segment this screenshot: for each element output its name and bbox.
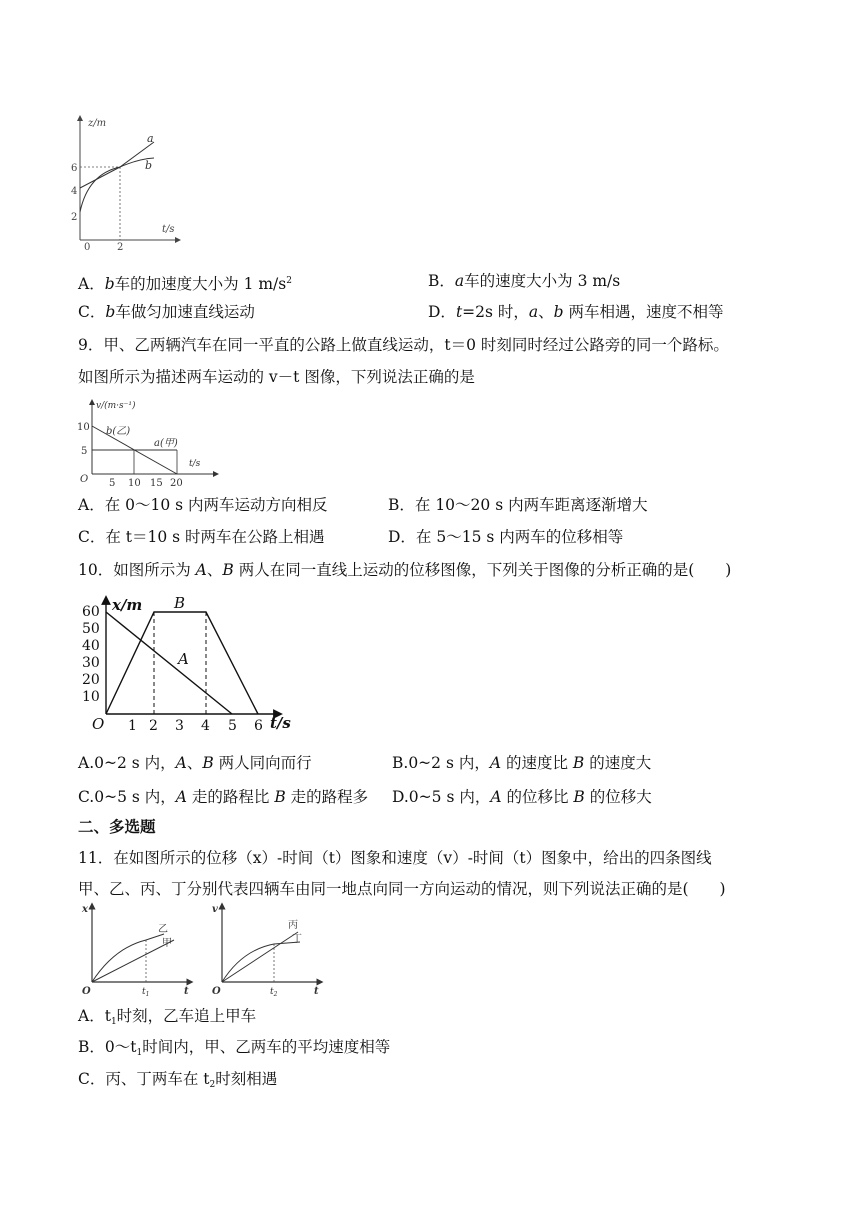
- q9-x-tick-5: 5: [109, 478, 116, 488]
- q11a-tick: $t_1$: [142, 987, 150, 998]
- q8-origin: 0: [84, 242, 91, 253]
- q9-y-label: v/(m·s⁻¹): [96, 401, 136, 411]
- q9-label-b: b(乙): [106, 426, 131, 437]
- q11b-origin: O: [212, 986, 221, 997]
- q11b-tick: $t_2$: [270, 987, 278, 998]
- q11b-curve-bing: [222, 942, 300, 982]
- q9-option-a: A．在 0～10 s 内两车运动方向相反: [78, 496, 328, 514]
- q9-x-label: t/s: [189, 459, 201, 469]
- q9-label-a: a(甲): [154, 438, 178, 449]
- q11a-curve-yi: [92, 934, 164, 982]
- q10-y-tick-30: 30: [82, 655, 100, 671]
- q10-x-tick-1: 1: [128, 718, 137, 734]
- q11a-y-label: x: [82, 904, 88, 915]
- q10-y-tick-60: 60: [82, 604, 100, 620]
- q11-option-b: B．$0\sim t_1$时间内，甲、乙两车的平均速度相等: [78, 1038, 391, 1058]
- q10-x-tick-6: 6: [254, 718, 263, 734]
- q10-origin: O: [92, 715, 105, 733]
- q10-x-tick-2: 2: [149, 718, 158, 734]
- q10-option-c: C.0~5 s 内，A 走的路程比 B 走的路程多: [78, 788, 369, 806]
- q9-y-tick-10: 10: [77, 422, 90, 433]
- q10-x-tick-4: 4: [201, 718, 210, 734]
- q11a-origin: O: [82, 986, 91, 997]
- q11a-label-yi: 乙: [158, 924, 168, 935]
- q10-y-label: x/m: [112, 596, 143, 614]
- q9-vt-graph: [76, 396, 226, 488]
- q9-y-tick-5: 5: [81, 446, 88, 457]
- q9-origin: O: [80, 474, 89, 485]
- q8-option-d: D．t=2s 时，a、b 两车相遇，速度不相等: [428, 303, 724, 321]
- q8-y-tick-2: 2: [71, 212, 78, 223]
- q11b-y-label: v: [212, 904, 218, 915]
- q11a-label-jia: 甲: [162, 938, 172, 949]
- q8-y-tick-4: 4: [71, 186, 78, 197]
- q11a-x-label: t: [184, 986, 189, 997]
- q10-label-A: A: [178, 650, 189, 668]
- q8-option-b: B．a车的速度大小为 3 m/s: [428, 272, 621, 290]
- q9-x-tick-20: 20: [170, 478, 183, 488]
- q11-vt-graph: [208, 902, 324, 998]
- q11-stem-line2: 甲、乙、丙、丁分别代表四辆车由同一地点向同一方向运动的情况，则下列说法正确的是( ): [78, 880, 726, 898]
- q10-x-tick-5: 5: [228, 718, 237, 734]
- q11b-line-ding: [222, 932, 298, 982]
- q10-xt-graph: [78, 592, 308, 736]
- q11b-x-label: t: [314, 986, 319, 997]
- q8-x-label: t/s: [162, 224, 175, 235]
- q8-curve-a: [80, 142, 154, 212]
- q10-option-d: D.0~5 s 内，A 的位移比 B 的位移大: [392, 788, 652, 806]
- q10-label-B: B: [174, 594, 186, 612]
- q9-x-tick-15: 15: [150, 478, 163, 488]
- q10-y-tick-20: 20: [82, 672, 100, 688]
- q9-option-b: B．在 10～20 s 内两车距离逐渐增大: [388, 496, 648, 514]
- q8-option-a: A．b车的加速度大小为 1 $m/s^2$: [78, 275, 292, 293]
- q8-label-a: a: [147, 132, 154, 145]
- q8-option-c: C．b车做匀加速直线运动: [78, 303, 255, 321]
- q10-x-tick-3: 3: [175, 718, 184, 734]
- q8-x-tick-2: 2: [117, 242, 124, 253]
- section-heading-multi-choice: 二、多选题: [78, 818, 156, 836]
- q11-xt-graph: [78, 902, 194, 998]
- q10-y-tick-40: 40: [82, 638, 100, 654]
- q9-x-tick-10: 10: [128, 478, 141, 488]
- q9-option-c: C．在 t＝10 s 时两车在公路上相遇: [78, 528, 325, 546]
- q8-y-tick-6: 6: [71, 163, 78, 174]
- q8-curve-b: [80, 158, 154, 188]
- q10-y-tick-10: 10: [82, 689, 100, 705]
- q10-y-tick-50: 50: [82, 621, 100, 637]
- q8-y-label: z/m: [88, 118, 107, 129]
- q11b-label-ding: 丁: [292, 934, 302, 945]
- q11b-label-bing: 丙: [288, 920, 298, 931]
- q9-stem-line2: 如图所示为描述两车运动的 v－t 图像，下列说法正确的是: [78, 368, 475, 386]
- q10-option-b: B.0~2 s 内，A 的速度比 B 的速度大: [392, 754, 652, 772]
- q9-option-d: D．在 5～15 s 内两车的位移相等: [388, 528, 624, 546]
- q8-zt-graph: [70, 112, 190, 254]
- q11-option-c: C．丙、丁两车在 $t_2$时刻相遇: [78, 1070, 278, 1090]
- q10-x-label: t/s: [270, 714, 291, 732]
- q9-stem-line1: 9．甲、乙两辆汽车在同一平直的公路上做直线运动，t＝0 时刻同时经过公路旁的同一个路标。: [78, 336, 729, 354]
- q10-stem: 10．如图所示为 A、B 两人在同一直线上运动的位移图像，下列关于图像的分析正确的是( ): [78, 561, 732, 579]
- q11-option-a: A．$t_1$时刻，乙车追上甲车: [78, 1007, 257, 1027]
- q10-option-a: A.0~2 s 内，A、B 两人同向而行: [78, 754, 312, 772]
- q11-stem-line1: 11．在如图所示的位移（x）-时间（t）图象和速度（v）-时间（t）图象中，给出的四条图线: [78, 849, 712, 867]
- q8-label-b: b: [145, 159, 153, 172]
